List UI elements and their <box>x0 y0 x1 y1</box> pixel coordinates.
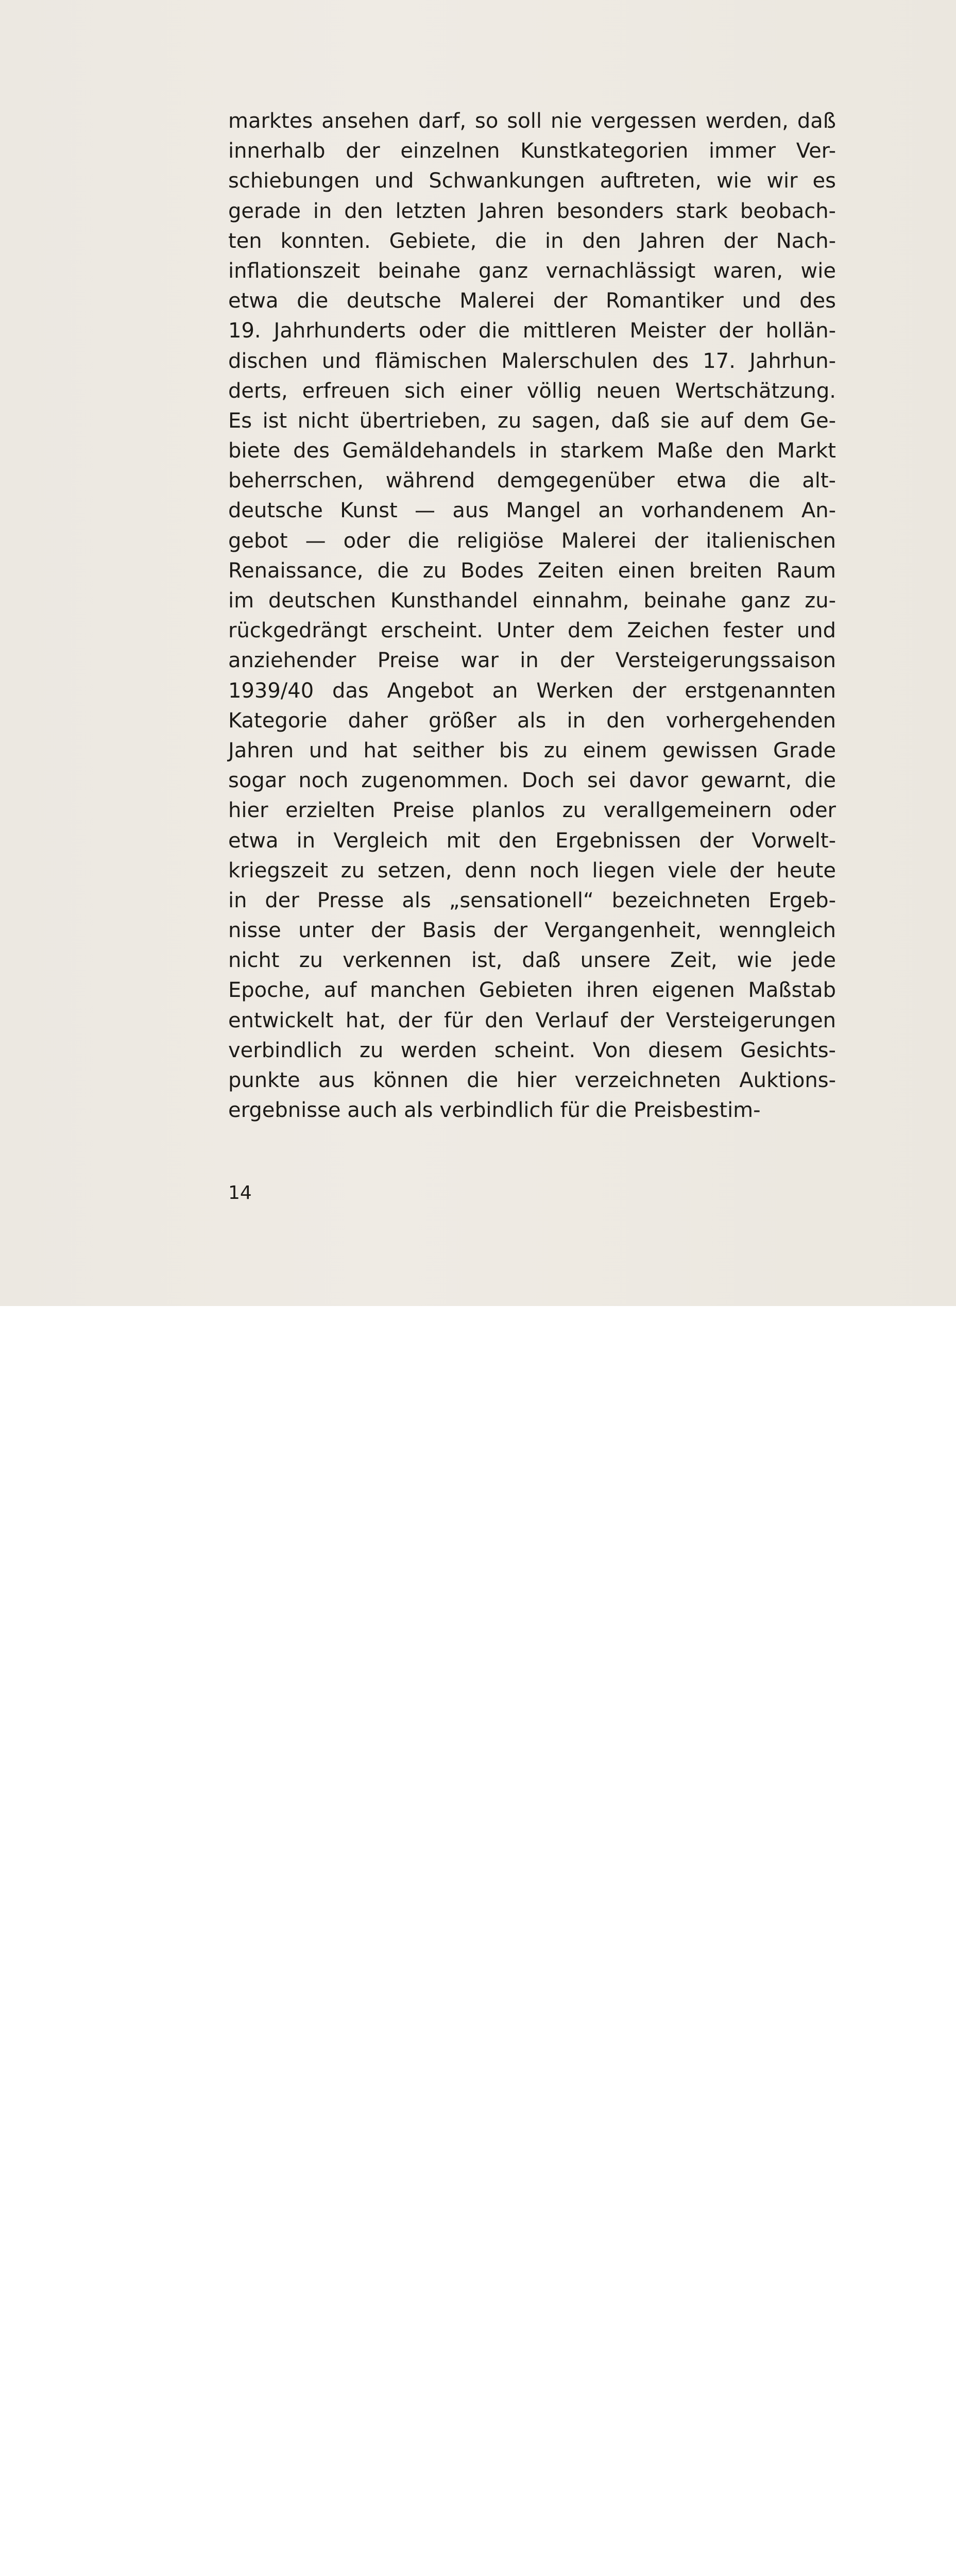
text-line: inflationszeit beinahe ganz vernachlässigt waren, wie <box>228 259 836 283</box>
text-line: Epoche, auf manchen Gebieten ihren eigenen Maßstab <box>228 978 836 1003</box>
text-line: etwa die deutsche Malerei der Romantiker und des <box>228 289 836 313</box>
text-line: hier erzielten Preise planlos zu verallgemeinern oder <box>228 799 836 823</box>
footer-bar <box>0 1306 956 1377</box>
text-line: etwa in Vergleich mit den Ergebnissen der Vorwelt- <box>228 828 836 853</box>
text-line: rückgedrängt erscheint. Unter dem Zeichen fester und <box>228 619 836 643</box>
text-line: Es ist nicht übertrieben, zu sagen, daß sie auf dem Ge- <box>228 409 836 433</box>
page-number: 14 <box>228 1182 252 1204</box>
text-line: ergebnisse auch als verbindlich für die Preisbestim- <box>228 1098 761 1123</box>
text-line: 1939/40 das Angebot an Werken der erstgenannten <box>228 679 836 703</box>
text-line: Renaissance, die zu Bodes Zeiten einen breiten Raum <box>228 558 836 583</box>
text-line: Kategorie daher größer als in den vorhergehenden <box>228 708 836 733</box>
text-line: marktes ansehen darf, so soll nie vergessen werden, daß <box>228 109 836 133</box>
text-line: verbindlich zu werden scheint. Von diesem Gesichts- <box>228 1038 836 1062</box>
text-line: 19. Jahrhunderts oder die mittleren Meister der hollän- <box>228 319 836 343</box>
body-text <box>228 106 836 1125</box>
text-line: dischen und flämischen Malerschulen des 17. Jahrhun- <box>228 349 836 373</box>
text-line: in der Presse als „sensationell“ bezeichneten Ergeb- <box>228 888 836 912</box>
text-line: biete des Gemäldehandels in starkem Maße den Markt <box>228 439 836 463</box>
text-line: punkte aus können die hier verzeichneten Auktions- <box>228 1069 836 1092</box>
text-line: nisse unter der Basis der Vergangenheit, wenngleich <box>228 919 836 943</box>
text-line: gebot — oder die religiöse Malerei der italienischen <box>228 529 836 553</box>
text-line: Jahren und hat seither bis zu einem gewissen Grade <box>228 738 836 762</box>
text-line: ten konnten. Gebiete, die in den Jahren der Nach- <box>228 229 836 253</box>
text-line: innerhalb der einzelnen Kunstkategorien immer Ver- <box>228 139 836 163</box>
text-line: anziehender Preise war in der Versteigerungssaison <box>228 649 836 673</box>
text-line: entwickelt hat, der für den Verlauf der Versteigerungen <box>228 1008 836 1032</box>
text-line: im deutschen Kunsthandel einnahm, beinahe ganz zu- <box>228 589 836 613</box>
text-line: nicht zu verkennen ist, daß unsere Zeit, wie jede <box>228 948 836 973</box>
text-line: sogar noch zugenommen. Doch sei davor gewarnt, die <box>228 769 836 793</box>
text-line: kriegszeit zu setzen, denn noch liegen viele der heute <box>228 858 836 883</box>
text-line: derts, erfreuen sich einer völlig neuen Wertschätzung. <box>228 379 836 403</box>
text-line: beherrschen, während demgegenüber etwa die alt- <box>228 469 836 493</box>
text-line: gerade in den letzten Jahren besonders stark beobach- <box>228 199 836 223</box>
text-line: deutsche Kunst — aus Mangel an vorhandenem An- <box>228 499 836 523</box>
text-line: schiebungen und Schwankungen auftreten, wie wir es <box>228 169 836 193</box>
